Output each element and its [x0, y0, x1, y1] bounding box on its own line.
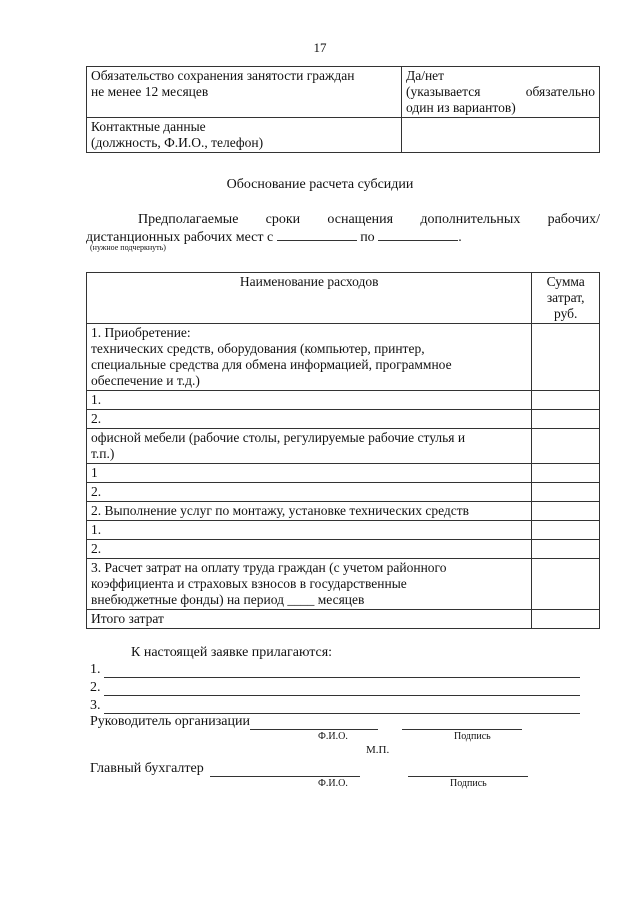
expense-cell	[87, 429, 532, 464]
director-fio-field[interactable]	[250, 717, 378, 730]
amount-cell[interactable]	[532, 540, 600, 559]
cell-text: 1.	[91, 522, 102, 537]
header-cell	[532, 273, 600, 324]
director-sign-field[interactable]	[402, 717, 522, 730]
cell-text: руб.	[554, 306, 578, 321]
cell-text: Да/нет	[406, 68, 445, 83]
attachments-title: К настоящей заявке прилагаются:	[131, 645, 333, 660]
paragraph-word: дополнительных	[420, 212, 521, 227]
paragraph-word: Предполагаемые	[138, 212, 239, 227]
attachment-line[interactable]	[90, 680, 580, 696]
page-number: 17	[313, 40, 327, 55]
table-row	[87, 610, 600, 629]
amount-cell[interactable]	[532, 429, 600, 464]
stamp-mark: М.П.	[366, 744, 390, 756]
cell-text: Сумма	[546, 274, 585, 289]
paragraph-line	[86, 211, 600, 228]
date-from-field[interactable]	[277, 228, 357, 241]
accountant-label: Главный бухгалтер	[90, 761, 204, 776]
cell-text: Контактные данные	[91, 119, 206, 134]
table-cell	[402, 118, 600, 153]
paragraph-text: .	[458, 230, 462, 245]
amount-cell[interactable]	[532, 464, 600, 483]
attachment-number: 1.	[90, 662, 101, 677]
cell-text: обеспечение и т.д.)	[91, 373, 200, 388]
cell-text: (должность, Ф.И.О., телефон)	[91, 135, 264, 150]
header-cell: Наименование расходов	[87, 273, 532, 324]
paragraph-text: по	[360, 230, 375, 245]
expense-cell	[87, 324, 532, 391]
table-row	[87, 324, 600, 391]
amount-cell[interactable]	[532, 610, 600, 629]
paragraph-word: рабочих/	[547, 212, 600, 227]
expense-cell	[87, 410, 532, 429]
attachment-line[interactable]	[90, 698, 580, 714]
expense-cell	[87, 464, 532, 483]
cell-text: 1.	[91, 392, 102, 407]
cell-text: специальные средства для обмена информацией, программное	[91, 357, 452, 372]
table-row	[87, 464, 600, 483]
cell-text: один из вариантов)	[406, 100, 516, 115]
table-row	[87, 559, 600, 610]
table-row	[87, 483, 600, 502]
date-to-field[interactable]	[378, 228, 458, 241]
cell-text: 3. Расчет затрат на оплату труда граждан (с учетом районного	[91, 560, 447, 575]
cell-text: 2.	[91, 541, 102, 556]
table-row	[87, 67, 600, 118]
expense-cell	[87, 502, 532, 521]
cost-table-body	[87, 324, 600, 629]
table-row	[87, 540, 600, 559]
table-row	[87, 118, 600, 153]
expense-cell	[87, 610, 532, 629]
cell-text: коэффициента и страховых взносов в государственные	[91, 576, 407, 591]
paragraph-word: оснащения	[327, 212, 394, 227]
section-heading: Обоснование расчета субсидии	[226, 177, 414, 192]
expense-cell	[87, 521, 532, 540]
attachment-number: 3.	[90, 698, 101, 713]
cell-text: 2. Выполнение услуг по монтажу, установке технических средств	[91, 503, 470, 518]
amount-cell[interactable]	[532, 391, 600, 410]
amount-cell[interactable]	[532, 521, 600, 540]
cell-text: внебюджетные фонды) на период ____ месяцев	[91, 592, 365, 607]
expense-cell	[87, 540, 532, 559]
info-table	[86, 66, 600, 153]
accountant-sign-field[interactable]	[408, 764, 528, 777]
note: (нужное подчеркнуть)	[90, 243, 166, 252]
director-signature-row	[90, 714, 522, 730]
cell-text: офисной мебели (рабочие столы, регулируемые рабочие стулья и	[91, 430, 466, 445]
paragraph-text: дистанционных рабочих мест с	[86, 230, 274, 245]
expense-cell	[87, 559, 532, 610]
fio-caption: Ф.И.О.	[318, 778, 348, 789]
table-row	[87, 410, 600, 429]
accountant-fio-field[interactable]	[210, 764, 360, 777]
table-row	[87, 502, 600, 521]
table-cell	[87, 67, 402, 118]
expense-cell	[87, 483, 532, 502]
cell-text: Итого затрат	[91, 611, 164, 626]
cost-table	[86, 272, 600, 629]
cell-text: технических средств, оборудования (компьютер, принтер,	[91, 341, 425, 356]
sign-caption: Подпись	[450, 778, 487, 789]
table-row	[87, 429, 600, 464]
attachment-line[interactable]	[90, 662, 580, 678]
amount-cell[interactable]	[532, 410, 600, 429]
expense-cell	[87, 391, 532, 410]
table-header-row	[87, 273, 600, 324]
cell-text: т.п.)	[91, 446, 115, 461]
cell-text: не менее 12 месяцев	[91, 84, 209, 99]
cell-text: затрат,	[546, 290, 585, 305]
cell-text: 1	[91, 465, 98, 480]
table-row	[87, 521, 600, 540]
table-cell	[87, 118, 402, 153]
paragraph-word: сроки	[265, 212, 301, 227]
table-cell	[402, 67, 600, 118]
cell-text: (указывается обязательно	[406, 84, 595, 99]
amount-cell[interactable]	[532, 483, 600, 502]
fio-caption: Ф.И.О.	[318, 731, 348, 742]
amount-cell[interactable]	[532, 502, 600, 521]
cell-text: Обязательство сохранения занятости граждан	[91, 68, 355, 83]
table-row	[87, 391, 600, 410]
cell-text: 1. Приобретение:	[91, 325, 191, 340]
cell-text: 2.	[91, 484, 102, 499]
sign-caption: Подпись	[454, 731, 491, 742]
attachment-number: 2.	[90, 680, 101, 695]
director-label: Руководитель организации	[90, 714, 250, 729]
amount-cell[interactable]	[532, 559, 600, 610]
accountant-signature-row	[90, 761, 528, 777]
amount-cell[interactable]	[532, 324, 600, 391]
cell-text: 2.	[91, 411, 102, 426]
paragraph	[86, 211, 600, 246]
